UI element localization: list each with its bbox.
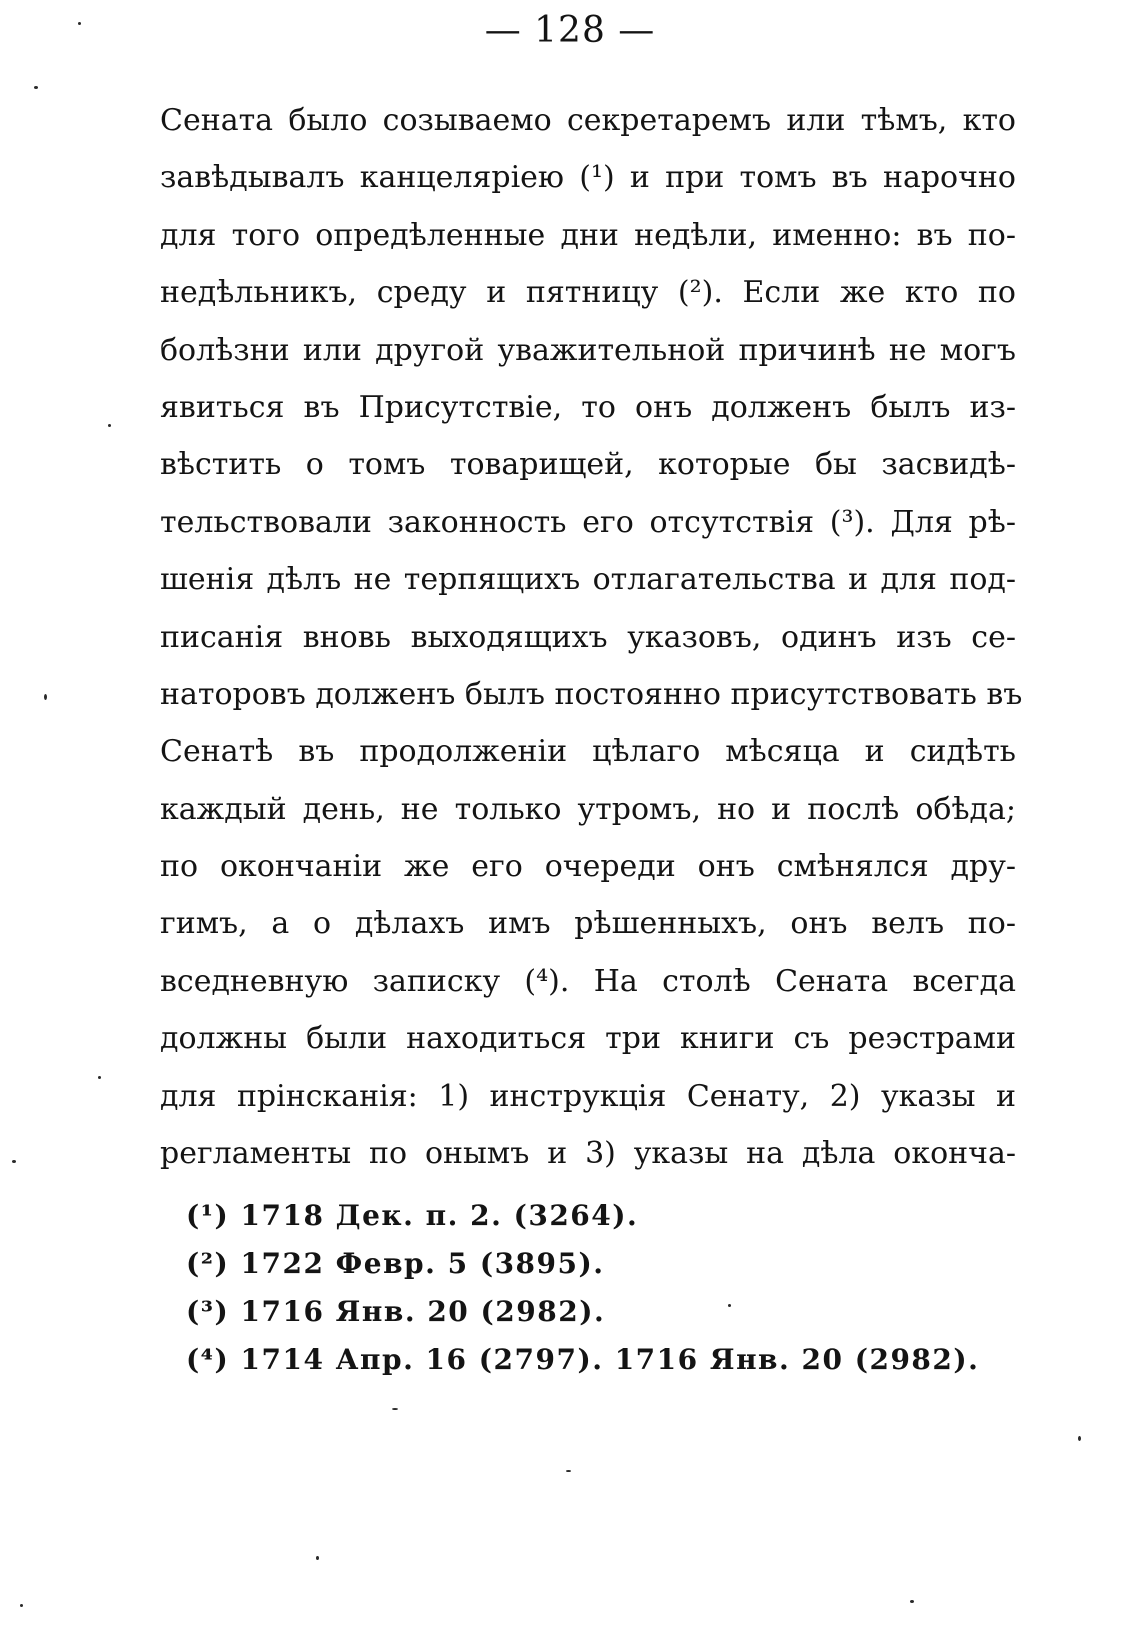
text-line: тельствовали законность его отсутствія (³). Для рѣ- [160, 504, 1016, 540]
scan-speck [566, 1470, 571, 1472]
text-line: вседневную записку (⁴). На столѣ Сената всегда [160, 963, 1016, 999]
text-line: Сенатѣ въ продолженіи цѣлаго мѣсяца и сидѣть [160, 734, 1016, 770]
text-line: для того опредѣленные дни недѣли, именно: въ по- [160, 217, 1016, 253]
scan-speck [12, 1160, 16, 1163]
body-text [160, 92, 1023, 1182]
text-line: должны были находиться три книги съ реэстрами [160, 1021, 1016, 1057]
text-line: завѣдывалъ канцеляріею (¹) и при томъ въ нарочно [160, 160, 1016, 196]
page-number: — 128 — [484, 10, 656, 51]
scan-speck [78, 22, 81, 25]
text-line: по окончаніи же его очереди онъ смѣнялся дру- [160, 849, 1016, 885]
scan-speck [728, 1304, 731, 1307]
scan-speck [98, 1076, 101, 1079]
footnote-4: (⁴) 1714 Апр. 16 (2797). 1716 Янв. 20 (2982). [186, 1343, 980, 1376]
footnote-3: (³) 1716 Янв. 20 (2982). [186, 1295, 606, 1328]
text-line: каждый день, не только утромъ, но и послѣ обѣда; [160, 791, 1016, 827]
text-line: наторовъ долженъ былъ постоянно присутствовать въ [160, 676, 1023, 712]
footnote-1: (¹) 1718 Дек. п. 2. (3264). [186, 1199, 639, 1232]
text-line: гимъ, а о дѣлахъ имъ рѣшенныхъ, онъ велъ по- [160, 906, 1016, 942]
scan-speck [108, 424, 111, 427]
text-line: для прінсканія: 1) инструкція Сенату, 2) указы и [160, 1078, 1016, 1114]
text-line: шенія дѣлъ не терпящихъ отлагательства и для под- [160, 562, 1016, 598]
scan-speck [910, 1600, 914, 1603]
text-line: вѣстить о томъ товарищей, которые бы засвидѣ- [160, 447, 1016, 483]
text-line: Сената было созываемо секретаремъ или тѣмъ, кто [160, 103, 1016, 138]
footnotes [186, 1192, 986, 1384]
scan-speck [44, 694, 47, 700]
scan-speck [34, 86, 38, 89]
text-line: недѣльникъ, среду и пятницу (²). Если же кто по [160, 275, 1016, 311]
text-line: явиться въ Присутствіе, то онъ долженъ былъ из- [160, 389, 1016, 425]
text-line: регламенты по онымъ и 3) указы на дѣла оконча- [160, 1136, 1016, 1172]
scan-speck [20, 1604, 23, 1607]
scan-speck [316, 1556, 319, 1560]
text-line: писанія вновь выходящихъ указовъ, одинъ изъ се- [160, 619, 1016, 655]
footnote-2: (²) 1722 Февр. 5 (3895). [186, 1247, 605, 1280]
text-line: болѣзни или другой уважительной причинѣ не могъ [160, 332, 1016, 368]
scan-speck [392, 1408, 398, 1410]
scan-speck [1078, 1436, 1081, 1441]
